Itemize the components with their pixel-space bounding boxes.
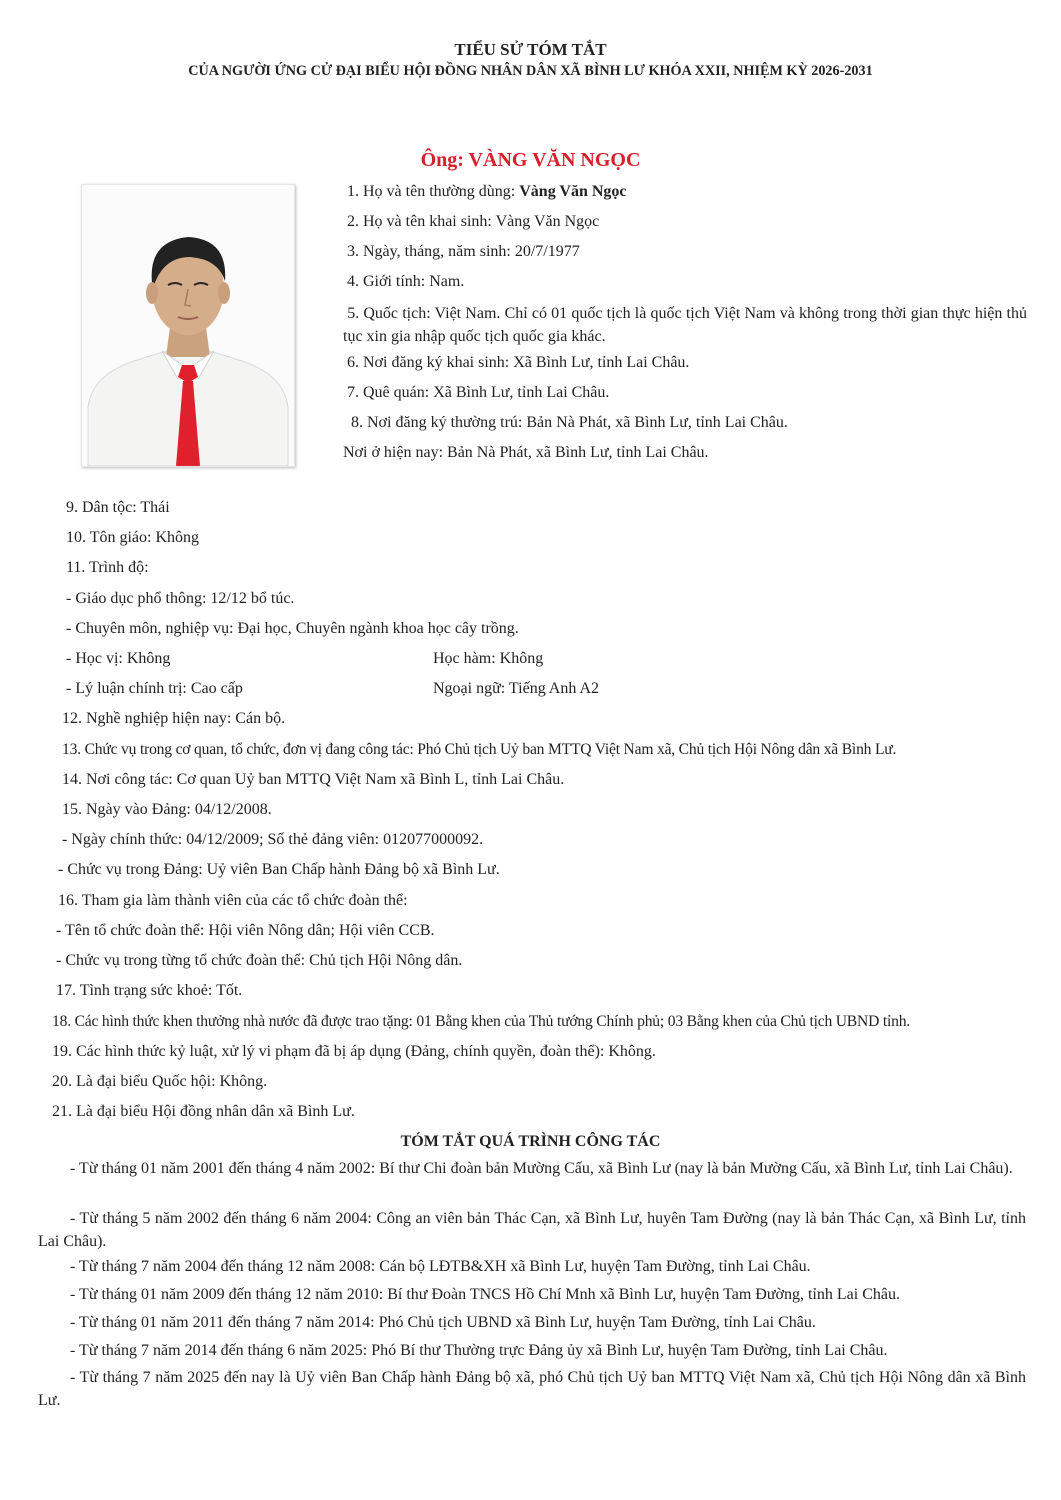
work-history-heading: TÓM TẮT QUÁ TRÌNH CÔNG TÁC [400, 1133, 661, 1150]
candidate-heading: Ông: VÀNG VĂN NGỌC [420, 149, 641, 171]
document-subtitle: CỦA NGƯỜI ỨNG CỬ ĐẠI BIỂU HỘI ĐỒNG NHÂN DÂN XÃ BÌNH LƯ KHÓA XXII, NHIỆM KỲ 2026-2031 [188, 63, 873, 79]
info-people-council: 21. Là đại biểu Hội đồng nhân dân xã Bình Lư. [52, 1103, 355, 1120]
info-organizations: 16. Tham gia làm thành viên của các tổ chức đoàn thể: [58, 892, 408, 909]
info-party-position: - Chức vụ trong Đảng: Uỷ viên Ban Chấp hành Đảng bộ xã Bình Lư. [58, 861, 500, 878]
info-position: 13. Chức vụ trong cơ quan, tổ chức, đơn vị đang công tác: Phó Chủ tịch Uỷ ban MTTQ Việt Nam xã, Chủ tịch Hội Nông dân xã Bình Lư. [62, 741, 897, 758]
work-history-entry: - Từ tháng 7 năm 2004 đến tháng 12 năm 2008: Cán bộ LĐTB&XH xã Bình Lư, huyện Tam Đường, tỉnh Lai Châu. [70, 1258, 811, 1275]
info-academic-title: Học hàm: Không [433, 650, 544, 667]
info-health: 17. Tình trạng sức khoẻ: Tốt. [56, 982, 243, 999]
info-birth-name: 2. Họ và tên khai sinh: Vàng Văn Ngọc [347, 213, 600, 230]
info-qualifications: 11. Trình độ: [66, 559, 149, 576]
info-national-assembly: 20. Là đại biểu Quốc hội: Không. [52, 1073, 268, 1090]
info-party-official-date: - Ngày chính thức: 04/12/2009; Số thẻ đảng viên: 012077000092. [62, 831, 484, 848]
info-foreign-language: Ngoại ngữ: Tiếng Anh A2 [433, 680, 600, 697]
info-workplace: 14. Nơi công tác: Cơ quan Uỷ ban MTTQ Việt Nam xã Bình L, tỉnh Lai Châu. [62, 771, 565, 788]
info-general-education: - Giáo dục phổ thông: 12/12 bổ túc. [66, 590, 295, 607]
info-permanent-residence: 8. Nơi đăng ký thường trú: Bản Nà Phát, xã Bình Lư, tỉnh Lai Châu. [351, 414, 788, 431]
info-party-join-date: 15. Ngày vào Đảng: 04/12/2008. [62, 801, 272, 818]
work-history-entry: - Từ tháng 5 năm 2002 đến tháng 6 năm 2004: Công an viên bản Thác Cạn, xã Bình Lư, huyên Tam Đường (nay là bản Thác Cạn, xã Bình Lư, tỉnh Lai Châu). [38, 1210, 1026, 1250]
info-discipline: 19. Các hình thức kỷ luật, xử lý vi phạm đã bị áp dụng (Đảng, chính quyền, đoàn thể): Không. [52, 1043, 656, 1060]
info-organization-positions: - Chức vụ trong từng tổ chức đoàn thể: Chủ tịch Hội Nông dân. [56, 952, 463, 969]
candidate-photo [81, 184, 295, 467]
info-birth-registration: 6. Nơi đăng ký khai sinh: Xã Bình Lư, tỉnh Lai Châu. [347, 354, 690, 371]
info-current-residence: Nơi ở hiện nay: Bản Nà Phát, xã Bình Lư, tỉnh Lai Châu. [343, 444, 709, 461]
info-nationality: 5. Quốc tịch: Việt Nam. Chỉ có 01 quốc tịch là quốc tịch Việt Nam và không trong thời gian thực hiện thủ tục xin gia nhập quốc tịch quốc gia khác. [343, 305, 1028, 345]
work-history-entry: - Từ tháng 01 năm 2011 đến tháng 7 năm 2014: Phó Chủ tịch UBND xã Bình Lư, huyện Tam Đường, tỉnh Lai Châu. [70, 1314, 816, 1331]
info-awards: 18. Các hình thức khen thưởng nhà nước đã được trao tặng: 01 Bằng khen của Thủ tướng Chính phủ; 03 Bằng khen của Chủ tịch UBND tỉnh. [52, 1013, 910, 1030]
info-ethnicity: 9. Dân tộc: Thái [66, 499, 170, 516]
info-organization-names: - Tên tổ chức đoàn thể: Hội viên Nông dân; Hội viên CCB. [56, 922, 435, 939]
personal-info-block [343, 182, 1027, 473]
info-religion: 10. Tôn giáo: Không [66, 529, 200, 546]
info-hometown: 7. Quê quán: Xã Bình Lư, tỉnh Lai Châu. [347, 384, 610, 401]
document-title: TIỂU SỬ TÓM TẮT [454, 40, 607, 59]
info-professional-education: - Chuyên môn, nghiệp vụ: Đại học, Chuyên ngành khoa học cây trồng. [66, 620, 519, 637]
work-history-entry: - Từ tháng 01 năm 2009 đến tháng 12 năm 2010: Bí thư Đoàn TNCS Hồ Chí Mnh xã Bình Lư, huyện Tam Đường, tỉnh Lai Châu. [70, 1286, 900, 1303]
info-political-theory: - Lý luận chính trị: Cao cấp [66, 680, 243, 697]
work-history-entry: - Từ tháng 01 năm 2001 đến tháng 4 năm 2002: Bí thư Chi đoàn bản Mường Cấu, xã Bình Lư (nay là bản Mường Cấu, xã Bình Lư, tỉnh Lai Châu). [70, 1160, 1013, 1177]
info-full-name: 1. Họ và tên thường dùng: Vàng Văn Ngọc [347, 183, 627, 200]
info-occupation: 12. Nghề nghiệp hiện nay: Cán bộ. [62, 710, 286, 727]
info-degree: - Học vị: Không [66, 650, 171, 667]
info-birth-date: 3. Ngày, tháng, năm sinh: 20/7/1977 [347, 243, 580, 260]
work-history-entry: - Từ tháng 7 năm 2025 đến nay là Uỷ viên Ban Chấp hành Đảng bộ xã, phó Chủ tịch Uỷ ban MTTQ Việt Nam xã, Chủ tịch Hội Nông dân xã Bình Lư. [38, 1369, 1026, 1409]
info-gender: 4. Giới tính: Nam. [347, 273, 465, 290]
portrait-illustration [82, 185, 294, 466]
work-history-entry: - Từ tháng 7 năm 2014 đến tháng 6 năm 2025: Phó Bí thư Thường trực Đảng ủy xã Bình Lư, huyện Tam Đường, tỉnh Lai Châu. [70, 1342, 888, 1359]
